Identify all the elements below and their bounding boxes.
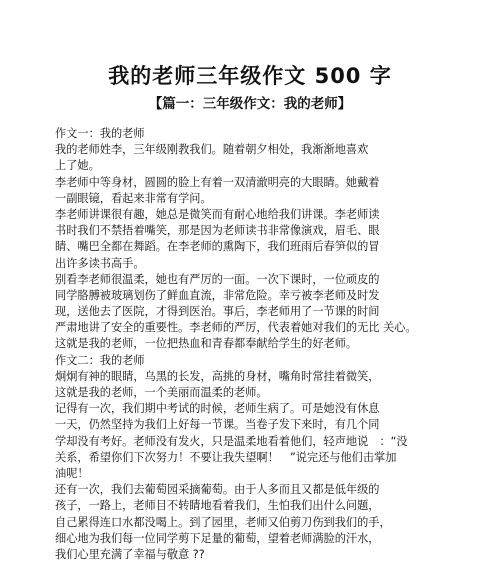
text-line: 作文一：我的老师 bbox=[55, 127, 145, 140]
text-line: 严肃地讲了安全的重要性。李老师的严厉，代表着她对我们的无比 关心。 bbox=[55, 321, 417, 335]
text-line: 别看李老师很温柔，她也有严厉的一面。一次下课时，一位顽皮的 bbox=[55, 272, 380, 286]
text-line: 现，送他去了医院，才得到医治。事后，李老师用了一节课的时间 bbox=[55, 305, 380, 319]
document-subtitle: 【篇一：三年级作文：我的老师】 bbox=[148, 96, 352, 112]
text-line: 这就是我的老师，一位把热血和青春都奉献给学生的好老师。 bbox=[55, 337, 358, 351]
text-line: 我们心里充满了幸福与敬意 ?? bbox=[55, 547, 205, 561]
text-line: 同学胳膊被玻璃划伤了鲜血直流，非常危险。幸亏被李老师及时发 bbox=[55, 288, 380, 302]
text-line: 细心地为我们每一位同学剪下足量的葡萄，望着老师满脸的汗水， bbox=[55, 531, 380, 545]
text-line: 李老师中等身材，圆圆的脸上有着一双清澈明亮的大眼睛。她戴着 bbox=[55, 175, 380, 189]
document-body bbox=[55, 126, 475, 563]
text-line: 一天，仍然坚持为我们上好每一节课。当卷子发下来时，有几个同 bbox=[55, 418, 380, 432]
text-line: 记得有一次，我们期中考试的时候，老师生病了。可是她没有休息 bbox=[55, 402, 380, 416]
text-line: 油呢！ bbox=[55, 466, 89, 480]
text-line: 孩子，一路上，老师目不转睛地看着我们，生怕我们出什么问题， bbox=[55, 499, 380, 513]
text-line: 我的老师姓李，三年级刚教我们。随着朝夕相处，我渐渐地喜欢 bbox=[55, 143, 369, 157]
text-line: 上了她。 bbox=[55, 159, 100, 173]
text-line: 还有一次，我们去葡萄园采摘葡萄。由于人多而且又都是低年级的 bbox=[55, 483, 380, 497]
text-line: 自己累得连口水都没喝上。到了园里，老师又伯剪刀伤到我们的手， bbox=[55, 515, 391, 529]
text-line: 关系，希望你们下次努力！不要让我失望啊！ ”说完还与他们击掌加 bbox=[55, 450, 397, 464]
text-line: 这就是我的老师，一个美丽而温柔的老师。 bbox=[55, 386, 268, 399]
text-line: 作文二：我的老师 bbox=[55, 353, 145, 367]
text-line: 李老师讲课很有趣，她总是微笑而有耐心地给我们讲课。李老师读 bbox=[55, 207, 380, 221]
document-title: 我的老师三年级作文 500 字 bbox=[108, 64, 392, 88]
text-line: 学却没有考好。老师没有发火，只是温柔地看着他们，轻声地说 ：“没 bbox=[55, 434, 408, 448]
text-line: 出许多读书高手。 bbox=[55, 256, 145, 270]
text-line: 书时我们不禁捂着嘴笑，那是因为老师读书非常像演戏，眉毛、眼 bbox=[55, 224, 380, 238]
text-line: 一副眼镜，看起来非常有学问。 bbox=[55, 191, 212, 205]
text-line: 睛、嘴巴全都在舞蹈。在李老师的熏陶下，我们班雨后春笋似的冒 bbox=[55, 240, 380, 254]
text-line: 炯炯有神的眼睛，乌黑的长发，高挑的身材，嘴角时常挂着微笑， bbox=[55, 369, 380, 383]
